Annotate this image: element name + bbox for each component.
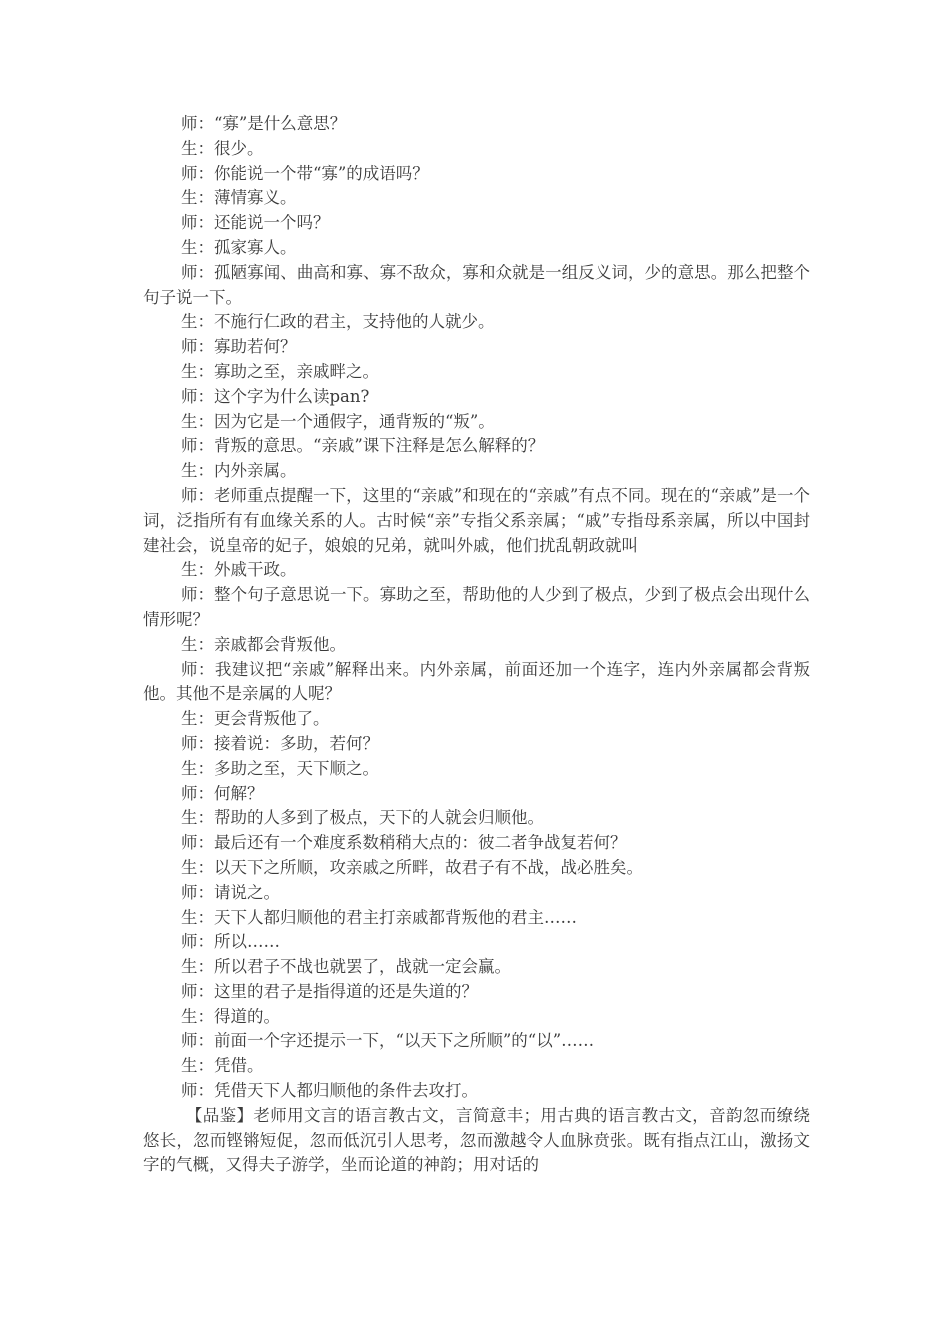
dialogue-line: 生：得道的。 [180,1006,280,1026]
dialogue-line: 生：多助之至，天下顺之。 [180,758,379,778]
dialogue-line: 师：老师重点提醒一下，这里的“亲戚”和现在的“亲戚”有点不同。现在的“亲戚”是一个词，泛指所有有血缘关系的人。古时候“亲”专指父系亲属；“戚”专指母系亲属，所以中国封建社会，说皇帝的妃子，娘娘的兄弟，就叫外戚，他们扰乱朝政就叫 [143,485,810,555]
dialogue-line: 生：外戚干政。 [180,560,297,580]
dialogue-line: 师：整个句子意思说一下。寡助之至，帮助他的人少到了极点，少到了极点会出现什么情形呢？ [143,585,810,629]
dialogue-line: 生：以天下之所顺，攻亲戚之所畔，故君子有不战，战必胜矣。 [180,857,643,877]
dialogue-line: 生：凭借。 [180,1056,264,1076]
dialogue-line: 生：天下人都归顺他的君主打亲戚都背叛他的君主…… [180,907,577,927]
dialogue-line: 生：更会背叛他了。 [180,709,330,729]
dialogue-line: 师：前面一个字还提示一下，“以天下之所顺”的“以”…… [180,1031,595,1051]
dialogue-line: 生：薄情寡义。 [180,188,297,208]
dialogue-line: 师：请说之。 [180,882,280,902]
dialogue-line: 生：孤家寡人。 [180,237,297,257]
dialogue-line: 师：何解？ [180,783,264,803]
dialogue-line: 生：不施行仁政的君主，支持他的人就少。 [180,312,495,332]
dialogue-line: 师：我建议把“亲戚”解释出来。内外亲属，前面还加一个连字，连内外亲属都会背叛他。其他不是亲属的人呢？ [143,659,810,704]
dialogue-line: 师：最后还有一个难度系数稍稍大点的：彼二者争战复若何？ [180,833,627,853]
dialogue-line: 生：所以君子不战也就罢了，战就一定会赢。 [180,957,511,977]
dialogue-line: 师：凭借天下人都归顺他的条件去攻打。 [180,1081,478,1101]
dialogue-line: 师：你能说一个带“寡”的成语吗？ [180,163,429,183]
dialogue-line: 生：很少。 [180,138,264,158]
dialogue-line: 师：“寡”是什么意思？ [180,114,347,133]
dialogue-line: 师：这个字为什么读pan? [180,386,370,406]
dialogue-line: 师：所以…… [180,932,280,952]
dialogue-line: 生：帮助的人多到了极点，天下的人就会归顺他。 [180,808,544,828]
dialogue-line: 生：内外亲属。 [180,461,297,481]
dialogue-line: 师：背叛的意思。“亲戚”课下注释是怎么解释的？ [180,436,545,456]
dialogue-line: 师：这里的君子是指得道的还是失道的？ [180,981,478,1001]
dialogue-section [143,112,810,1104]
dialogue-line: 师：孤陋寡闻、曲高和寡、寡不敌众，寡和众就是一组反义词，少的意思。那么把整个句子说一下。 [143,262,810,307]
dialogue-line: 生：寡助之至，亲戚畔之。 [180,361,379,381]
dialogue-line: 师：接着说：多助，若何？ [180,733,379,753]
dialogue-line: 师：还能说一个吗？ [180,213,330,233]
review-paragraph: 【品鉴】老师用文言的语言教古文，言简意丰；用古典的语言教古文，音韵忽而缭绕悠长，忽而铿锵短促，忽而低沉引人思考，忽而激越令人血脉贲张。既有指点江山，激扬文字的气概，又得夫子游学，坐而论道的神韵；用对话的 [143,1105,810,1175]
dialogue-line: 生：因为它是一个通假字，通背叛的“叛”。 [180,411,495,431]
dialogue-line: 师：寡助若何？ [180,337,297,357]
dialogue-line: 生：亲戚都会背叛他。 [180,634,346,654]
document-page [143,112,810,1178]
